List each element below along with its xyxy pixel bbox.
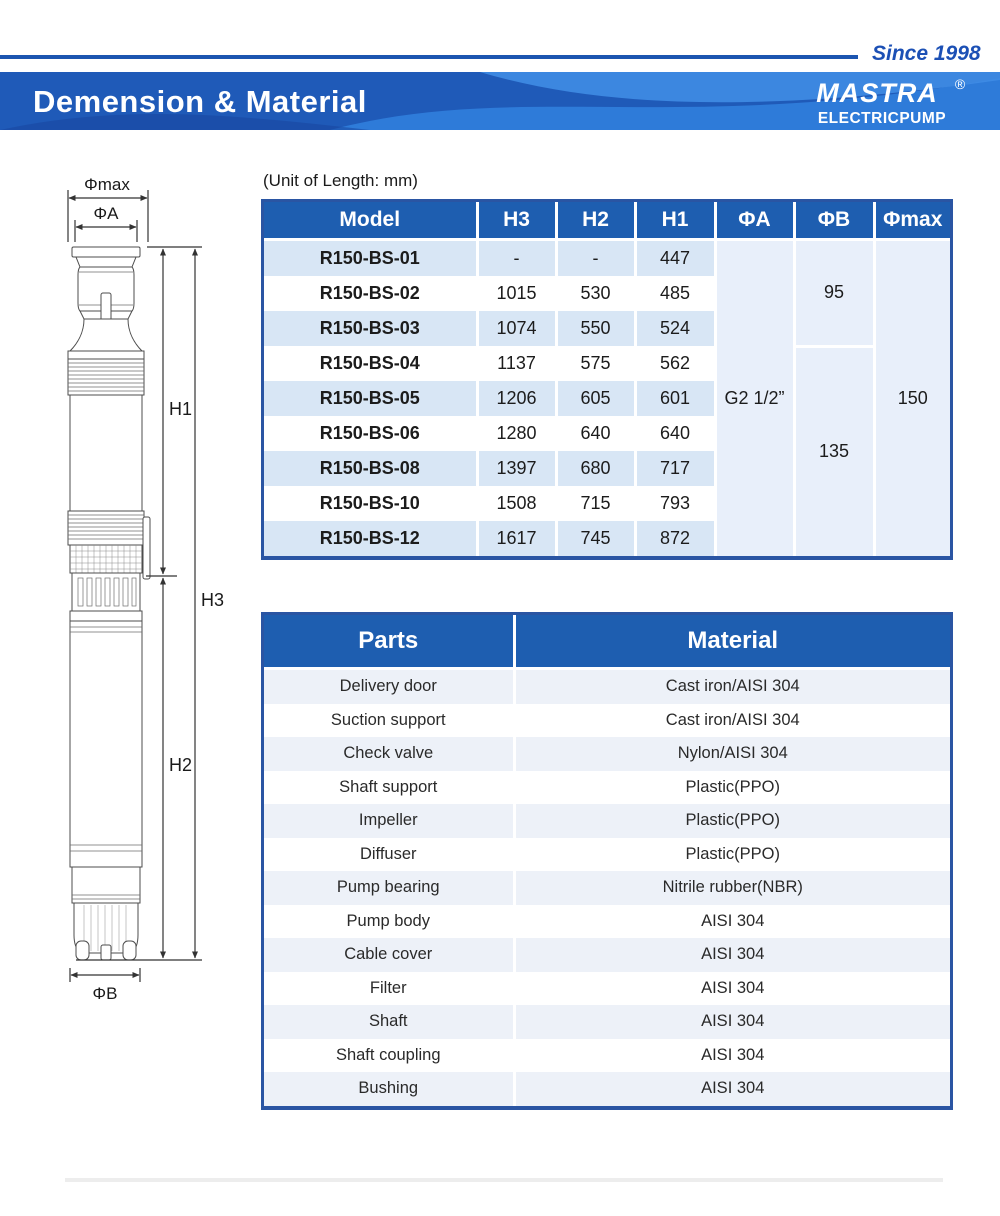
h3-cell: 1508 (477, 486, 556, 521)
h2-dimension (163, 578, 192, 958)
part-cell: Shaft coupling (264, 1039, 514, 1073)
h2-cell: 745 (556, 521, 635, 556)
h3-cell: 1137 (477, 346, 556, 381)
h3-cell: 1206 (477, 381, 556, 416)
header-banner (0, 72, 1000, 130)
material-cell: Plastic(PPO) (514, 804, 950, 838)
unit-note: (Unit of Length: mm) (263, 171, 418, 190)
phi-b-dimension (70, 968, 140, 1003)
phi-max-merged-cell: 150 (874, 240, 950, 557)
phi-max-label: Φmax (84, 175, 130, 194)
parts-material-table (264, 615, 950, 1106)
h3-label: H3 (201, 590, 225, 610)
model-cell: R150-BS-01 (264, 240, 477, 277)
part-cell: Delivery door (264, 669, 514, 704)
h1-cell: 717 (635, 451, 715, 486)
h3-cell: 1280 (477, 416, 556, 451)
header-material: Material (514, 615, 950, 669)
h2-cell: 605 (556, 381, 635, 416)
header-h3: H3 (477, 202, 556, 240)
phi-b-95-cell: 95 (794, 240, 874, 347)
h2-cell: 680 (556, 451, 635, 486)
model-cell: R150-BS-08 (264, 451, 477, 486)
table-row (264, 737, 950, 771)
material-cell: AISI 304 (514, 938, 950, 972)
header-phi-b: ΦB (794, 202, 874, 240)
part-cell: Diffuser (264, 838, 514, 872)
model-cell: R150-BS-06 (264, 416, 477, 451)
header-phi-max: Φmax (874, 202, 950, 240)
material-cell: Cast iron/AISI 304 (514, 704, 950, 738)
h2-cell: 550 (556, 311, 635, 346)
table-row (264, 704, 950, 738)
h2-label: H2 (169, 755, 193, 775)
table-row (264, 346, 950, 381)
header-h2: H2 (556, 202, 635, 240)
page-title: Demension & Material (33, 84, 367, 119)
h3-cell: 1617 (477, 521, 556, 556)
h1-cell: 872 (635, 521, 715, 556)
phi-a-label: ΦA (93, 204, 119, 223)
h2-cell: - (556, 240, 635, 277)
h1-label: H1 (169, 399, 193, 419)
h3-cell: - (477, 240, 556, 277)
header-h1: H1 (635, 202, 715, 240)
h1-cell: 562 (635, 346, 715, 381)
h1-cell: 601 (635, 381, 715, 416)
material-cell: AISI 304 (514, 1072, 950, 1106)
brand-subtitle: ELECTRICPUMP (817, 110, 947, 127)
material-cell: Nitrile rubber(NBR) (514, 871, 950, 905)
part-cell: Pump bearing (264, 871, 514, 905)
h2-cell: 640 (556, 416, 635, 451)
table-row (264, 804, 950, 838)
part-cell: Filter (264, 972, 514, 1006)
phi-b-label: ΦB (92, 984, 118, 1003)
pump-diagram (50, 165, 230, 1010)
since-1998-label: Since 1998 (872, 42, 981, 65)
model-cell: R150-BS-02 (264, 276, 477, 311)
material-cell: Plastic(PPO) (514, 838, 950, 872)
brand-wordmark: MASTRA (816, 78, 938, 108)
model-cell: R150-BS-03 (264, 311, 477, 346)
header-parts: Parts (264, 615, 514, 669)
table-row (264, 905, 950, 939)
model-cell: R150-BS-05 (264, 381, 477, 416)
dimensions-table-wrapper (261, 199, 953, 560)
table-row (264, 972, 950, 1006)
phi-b-135-cell: 135 (794, 346, 874, 556)
part-cell: Cable cover (264, 938, 514, 972)
cable-guard-clip (143, 517, 150, 579)
h1-cell: 524 (635, 311, 715, 346)
table-row (264, 871, 950, 905)
top-divider-line (0, 55, 858, 59)
table-row (264, 1005, 950, 1039)
material-cell: Nylon/AISI 304 (514, 737, 950, 771)
h1-cell: 793 (635, 486, 715, 521)
part-cell: Check valve (264, 737, 514, 771)
table-row (264, 1072, 950, 1106)
h3-cell: 1015 (477, 276, 556, 311)
h3-cell: 1397 (477, 451, 556, 486)
h1-cell: 447 (635, 240, 715, 277)
part-cell: Impeller (264, 804, 514, 838)
dimensions-table (264, 202, 950, 556)
h1-cell: 485 (635, 276, 715, 311)
model-cell: R150-BS-04 (264, 346, 477, 381)
part-cell: Shaft (264, 1005, 514, 1039)
part-cell: Bushing (264, 1072, 514, 1106)
h3-dimension (195, 249, 224, 958)
registered-trademark-icon: ® (954, 76, 966, 92)
table-header-row (264, 202, 950, 240)
model-cell: R150-BS-12 (264, 521, 477, 556)
header-model: Model (264, 202, 477, 240)
parts-table-wrapper (261, 612, 953, 1110)
h3-cell: 1074 (477, 311, 556, 346)
table-row (264, 1039, 950, 1073)
material-cell: Cast iron/AISI 304 (514, 669, 950, 704)
brand-logo (795, 76, 975, 128)
phi-a-dimension (75, 204, 137, 242)
h1-cell: 640 (635, 416, 715, 451)
h2-cell: 530 (556, 276, 635, 311)
model-cell: R150-BS-10 (264, 486, 477, 521)
h1-dimension (163, 249, 192, 574)
table-row (264, 771, 950, 805)
material-cell: AISI 304 (514, 1005, 950, 1039)
h2-cell: 575 (556, 346, 635, 381)
h2-cell: 715 (556, 486, 635, 521)
table-row (264, 838, 950, 872)
material-cell: AISI 304 (514, 972, 950, 1006)
bottom-divider-line (65, 1178, 943, 1182)
material-cell: AISI 304 (514, 905, 950, 939)
material-cell: AISI 304 (514, 1039, 950, 1073)
pump-outline (68, 247, 150, 960)
table-row (264, 938, 950, 972)
material-cell: Plastic(PPO) (514, 771, 950, 805)
table-header-row (264, 615, 950, 669)
part-cell: Suction support (264, 704, 514, 738)
header-phi-a: ΦA (715, 202, 794, 240)
part-cell: Pump body (264, 905, 514, 939)
phi-a-merged-cell: G2 1/2” (715, 240, 794, 557)
part-cell: Shaft support (264, 771, 514, 805)
table-row (264, 240, 950, 277)
table-row (264, 669, 950, 704)
